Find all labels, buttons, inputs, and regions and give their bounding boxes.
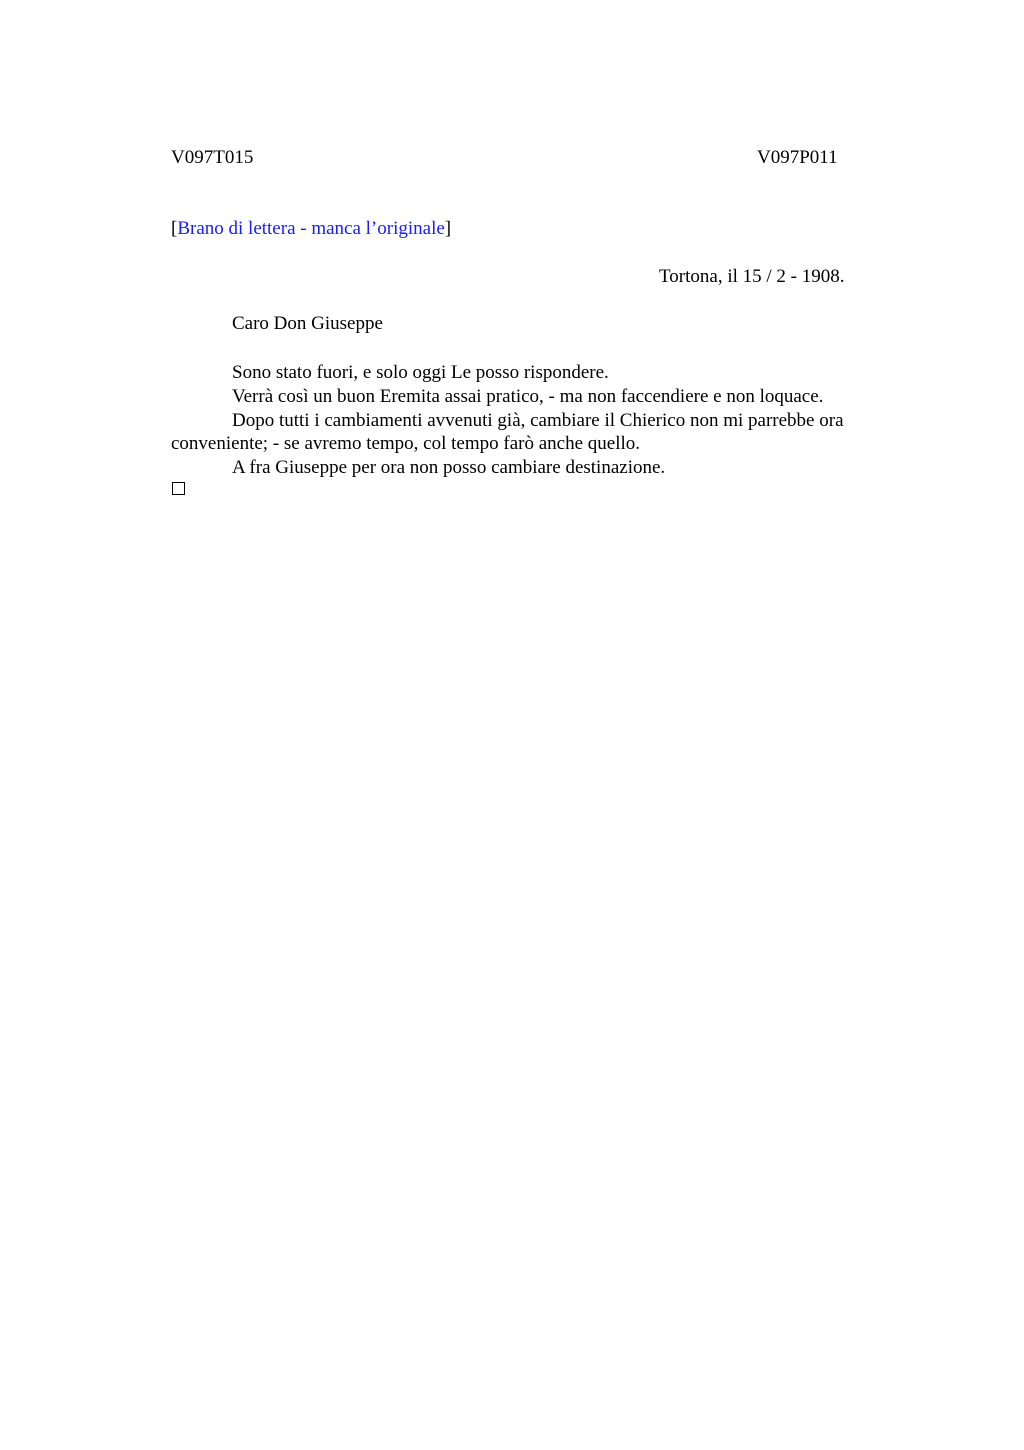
- letter-paragraph: Sono stato fuori, e solo oggi Le posso rispondere.: [232, 362, 609, 383]
- letter-salutation: Caro Don Giuseppe: [232, 313, 383, 334]
- letter-body: [171, 361, 901, 480]
- document-code-right: V097P011: [757, 147, 838, 168]
- editorial-note: [171, 218, 451, 240]
- note-link[interactable]: Brano di lettera - manca l’originale: [177, 218, 445, 239]
- letter-paragraph: A fra Giuseppe per ora non posso cambiare destinazione.: [232, 457, 666, 479]
- note-open-bracket: [: [171, 218, 178, 239]
- letter-paragraph: Verrà così un buon Eremita assai pratico, - ma non faccendiere e non loquace.: [232, 385, 824, 407]
- letter-paragraph: Dopo tutti i cambiamenti avvenuti già, cambiare il Chierico non mi parrebbe ora conveniente; - se avremo tempo, col tempo farò anche quello.: [171, 409, 844, 455]
- note-close-bracket: ]: [444, 218, 452, 239]
- letter-dateline: Tortona, il 15 / 2 - 1908.: [659, 266, 845, 287]
- empty-square-icon: [172, 482, 185, 495]
- document-code-left: V097T015: [171, 147, 254, 168]
